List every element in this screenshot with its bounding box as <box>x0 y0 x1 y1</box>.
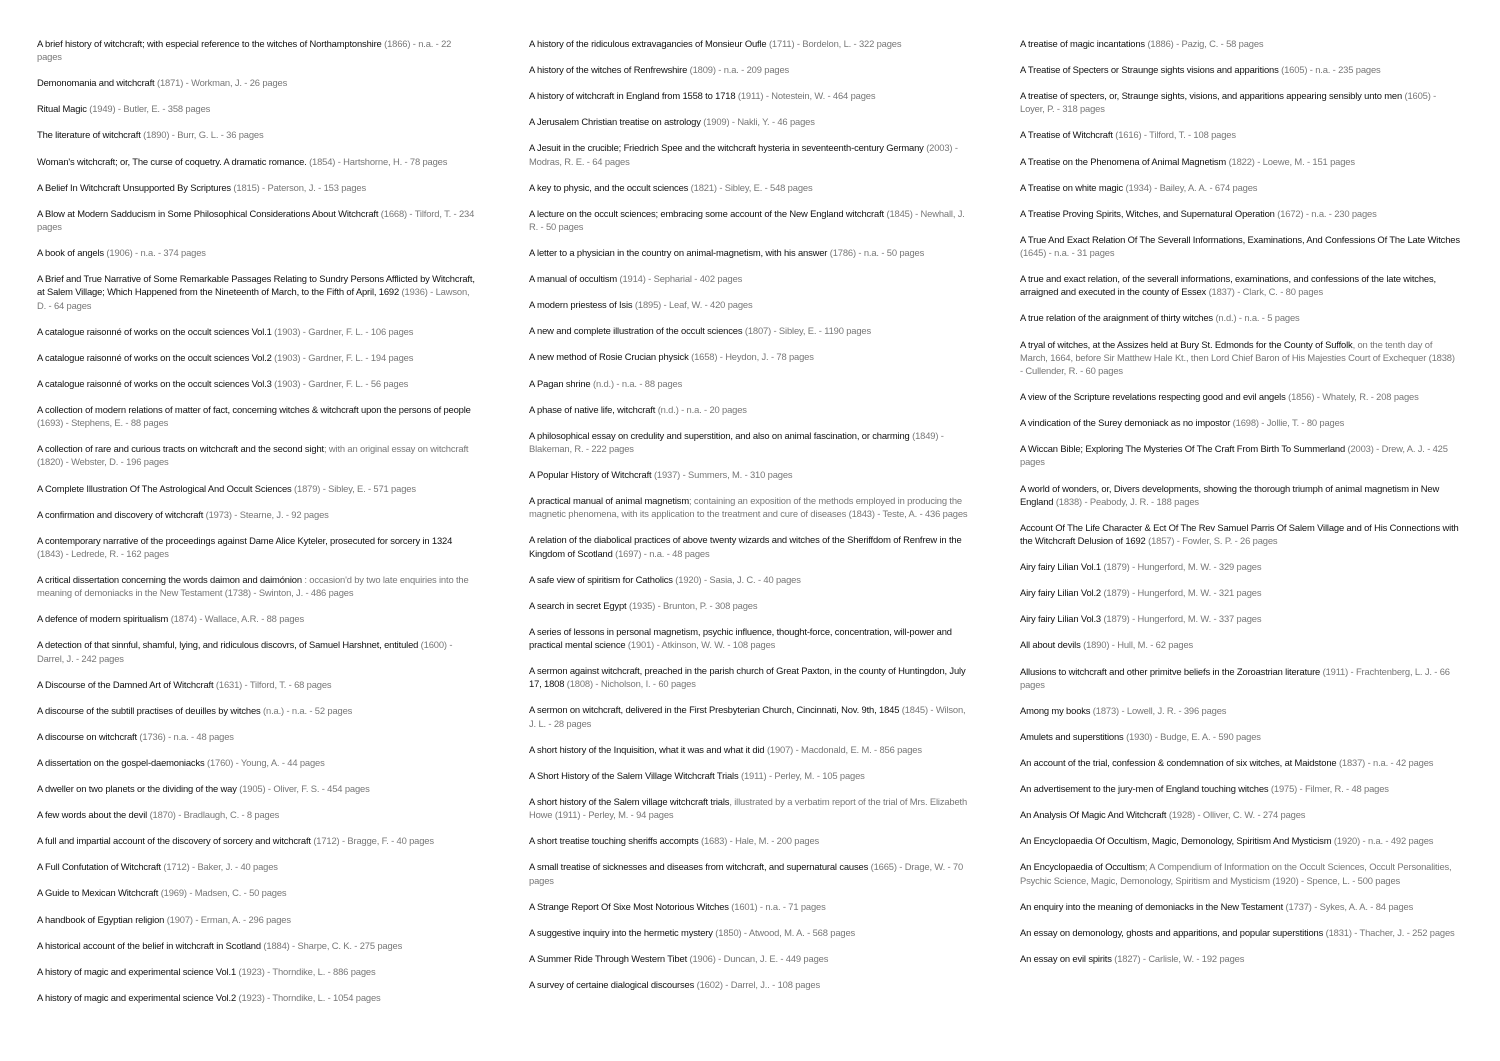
book-entry <box>37 76 477 89</box>
book-details: (1821) - Sibley, E. - 548 pages <box>690 181 813 193</box>
book-title: Ritual Magic <box>37 103 87 115</box>
book-entry <box>1020 860 1460 886</box>
book-title: A Short History of the Salem Village Witchcraft Trials <box>529 769 739 781</box>
book-title: Airy fairy Lilian Vol.2 <box>1020 587 1101 599</box>
book-details: (1693) - Stephens, E. - 88 pages <box>37 417 169 429</box>
book-entry <box>1020 311 1460 324</box>
book-entry <box>37 860 477 873</box>
book-title: A catalogue raisonné of works on the occult sciences Vol.3 <box>37 377 272 389</box>
book-details: (1934) - Bailey, A. A. - 674 pages <box>1125 181 1258 193</box>
book-details: (1936) - Lawson, D. - 64 pages <box>37 286 470 311</box>
book-details: (n.a.) - n.a. - 52 pages <box>263 704 353 716</box>
book-details: (1903) - Gardner, F. L. - 194 pages <box>274 351 414 363</box>
book-title: A manual of occultism <box>529 273 618 285</box>
book-entry <box>1020 808 1460 821</box>
book-details: (1838) - Peabody, J. R. - 188 pages <box>1055 495 1199 507</box>
book-entry <box>529 703 969 729</box>
book-entry <box>529 664 969 690</box>
book-title: Account Of The Life Character & Ect Of The Rev Samuel Parris Of Salem Village and of His Connections with the Witchcraft Delusion of 1692 <box>1020 521 1459 547</box>
book-title: A Complete Illustration Of The Astrological And Occult Sciences <box>37 482 292 494</box>
book-title: A small treatise of sicknesses and diseases from witchcraft, and supernatural causes <box>529 861 869 873</box>
book-details: (1884) - Sharpe, C. K. - 275 pages <box>263 939 403 951</box>
book-title: A discourse on witchcraft <box>37 730 137 742</box>
book-entry <box>1020 834 1460 847</box>
book-title: A Pagan shrine <box>529 377 591 389</box>
book-entry <box>37 155 477 168</box>
book-entry <box>529 900 969 913</box>
book-details: ; A Compendium of Information on the Occult Sciences, Occult Personalities, Psychic Science, Magic, Demonology, Spiritism and Mysticism (1920) - Spence, L. - 500 pages <box>1020 861 1452 886</box>
book-details: (1890) - Hull, M. - 62 pages <box>1083 639 1194 651</box>
book-title: A relation of the diabolical practices of above twenty wizards and witches of the Sheriffdom of Renfrew in the Kingdom of Scotland <box>529 534 962 559</box>
book-title: A confirmation and discovery of witchcraft <box>37 508 204 520</box>
book-entry <box>37 181 477 194</box>
book-title: A history of the witches of Renfrewshire <box>529 64 688 76</box>
book-entry <box>37 939 477 952</box>
book-entry <box>1020 926 1460 939</box>
book-entry <box>37 102 477 115</box>
book-entry <box>1020 89 1460 115</box>
book-title: A Treatise Proving Spirits, Witches, and Supernatural Operation <box>1020 207 1275 219</box>
book-details: (1901) - Atkinson, W. W. - 108 pages <box>627 639 776 651</box>
book-title: A true relation of the araignment of thirty witches <box>1020 312 1213 324</box>
book-title: Woman's witchcraft; or, The curse of coquetry. A dramatic romance. <box>37 155 307 167</box>
book-entry <box>1020 442 1460 468</box>
book-title: A phase of native life, witchcraft <box>529 403 656 415</box>
book-title: A Treatise on the Phenomena of Animal Magnetism <box>1020 155 1227 167</box>
book-details: (1807) - Sibley, E. - 1190 pages <box>744 325 872 337</box>
book-title: A handbook of Egyptian religion <box>37 913 165 925</box>
book-entry <box>529 468 969 481</box>
book-title: A book of angels <box>37 247 104 259</box>
book-details: (1975) - Filmer, R. - 48 pages <box>1270 783 1389 795</box>
book-title: A series of lessons in personal magnetism, psychic influence, thought-force, concentration, will-power and practical mental science <box>529 625 952 651</box>
book-entry <box>37 886 477 899</box>
book-details: (1874) - Wallace, A.R. - 88 pages <box>170 613 304 625</box>
book-title: A Strange Report Of Sixe Most Notorious Witches <box>529 900 729 912</box>
book-details: (1837) - n.a. - 42 pages <box>1338 756 1434 768</box>
book-title: Allusions to witchcraft and other primitve beliefs in the Zoroastrian literature <box>1020 665 1321 677</box>
book-entry <box>37 534 477 560</box>
book-details: (1631) - Tilford, T. - 68 pages <box>215 678 332 690</box>
book-entry <box>529 89 969 102</box>
book-entry <box>37 782 477 795</box>
book-details: (1879) - Hungerford, M. W. - 329 pages <box>1103 561 1262 573</box>
book-details: (1658) - Heydon, J. - 78 pages <box>691 351 814 363</box>
book-title: A short history of the Inquisition, what it was and what it did <box>529 743 765 755</box>
book-details: (1697) - n.a. - 48 pages <box>615 547 710 559</box>
book-title: A sermon against witchcraft, preached in the parish church of Great Paxton, in the county of Huntingdon, July 17, 1808 <box>529 665 966 690</box>
book-title: A modern priestess of Isis <box>529 299 633 311</box>
book-details: (1645) - n.a. - 31 pages <box>1020 247 1115 259</box>
book-title: A search in secret Egypt <box>529 599 627 611</box>
book-entry <box>37 808 477 821</box>
book-title: A Belief In Witchcraft Unsupported By Scriptures <box>37 181 231 193</box>
book-title: A Treatise on white magic <box>1020 181 1124 193</box>
book-details: (1903) - Gardner, F. L. - 56 pages <box>274 377 409 389</box>
book-entry <box>37 573 477 599</box>
book-entry <box>1020 782 1460 795</box>
book-title: Amulets and superstitions <box>1020 730 1124 742</box>
book-entry <box>37 246 477 259</box>
book-title: An account of the trial, confession & condemnation of six witches, at Maidstone <box>1020 756 1337 768</box>
book-entry <box>529 795 969 821</box>
book-details: (1616) - Tilford, T. - 108 pages <box>1115 129 1236 141</box>
book-details: (1849) - Blakeman, R. - 222 pages <box>529 429 944 454</box>
book-entry <box>529 573 969 586</box>
book-title: A catalogue raisonné of works on the occult sciences Vol.1 <box>37 325 272 337</box>
book-title: A catalogue raisonné of works on the occult sciences Vol.2 <box>37 351 272 363</box>
book-title: A historical account of the belief in witchcraft in Scotland <box>37 939 261 951</box>
book-entry <box>1020 638 1460 651</box>
book-title: A Jerusalem Christian treatise on astrology <box>529 116 701 128</box>
book-title: A letter to a physician in the country on animal-magnetism, with his answer <box>529 247 828 259</box>
book-title: A tryal of witches, at the Assizes held at Bury St. Edmonds for the County of Suffolk <box>1020 338 1353 350</box>
book-entry <box>37 325 477 338</box>
book-title: A full and impartial account of the discovery of sorcery and witchcraft <box>37 835 311 847</box>
book-title: A collection of modern relations of matter of fact, concerning witches & witchcraft upon the persons of people <box>37 403 471 415</box>
book-title: A short treatise touching sheriffs accompts <box>529 835 699 847</box>
book-title: Demonomania and witchcraft <box>37 77 155 89</box>
book-details: (1668) - Tilford, T. - 234 pages <box>37 207 475 232</box>
book-title: A history of the ridiculous extravagancies of Monsieur Oufle <box>529 38 767 49</box>
book-details: (1906) - Duncan, J. E. - 449 pages <box>689 952 829 964</box>
book-details: (1822) - Loewe, M. - 151 pages <box>1228 155 1355 167</box>
book-details: : occasion'd by two late enquiries into the meaning of demoniacks in the New Testament (1738) - Swinton, J. - 486 pages <box>37 574 469 599</box>
book-title: A new method of Rosie Crucian physick <box>529 351 689 363</box>
book-title: A survey of certaine dialogical discourses <box>529 978 695 990</box>
book-title: A history of magic and experimental science Vol.1 <box>37 965 237 977</box>
book-entry <box>1020 482 1460 508</box>
book-entry <box>529 769 969 782</box>
book-title: A history of magic and experimental science Vol.2 <box>37 991 237 1003</box>
book-title: A collection of rare and curious tracts on witchcraft and the second sight <box>37 443 324 455</box>
book-details: (1906) - n.a. - 374 pages <box>106 247 206 259</box>
book-title: A Full Confutation of Witchcraft <box>37 861 161 873</box>
book-entry <box>1020 586 1460 599</box>
book-details: (1914) - Sepharial - 402 pages <box>619 273 743 285</box>
book-entry <box>1020 560 1460 573</box>
book-details: (1683) - Hale, M. - 200 pages <box>700 835 820 847</box>
book-title: A view of the Scripture revelations respecting good and evil angels <box>1020 391 1286 403</box>
book-title: A Popular History of Witchcraft <box>529 469 652 481</box>
book-title: A safe view of spiritism for Catholics <box>529 573 673 585</box>
book-details: (1698) - Jollie, T. - 80 pages <box>1232 417 1345 429</box>
book-details: (1886) - Pazig, C. - 58 pages <box>1147 38 1264 49</box>
book-entry <box>1020 233 1460 259</box>
book-title: A dweller on two planets or the dividing of the way <box>37 783 237 795</box>
book-details: (n.d.) - n.a. - 88 pages <box>592 377 683 389</box>
book-entry <box>37 756 477 769</box>
book-entry <box>37 965 477 978</box>
book-entry <box>37 207 477 233</box>
book-title: A treatise of magic incantations <box>1020 38 1145 49</box>
book-details: (1665) - Drage, W. - 70 pages <box>529 861 964 886</box>
book-title: A Treatise of Specters or Straunge sights visions and apparitions <box>1020 64 1279 76</box>
book-entry <box>37 508 477 521</box>
book-entry <box>529 834 969 847</box>
book-details: (1911) - Perley, M. - 105 pages <box>740 769 865 781</box>
book-entry <box>37 834 477 847</box>
book-details: (1937) - Summers, M. - 310 pages <box>653 469 793 481</box>
book-entry <box>1020 181 1460 194</box>
book-details: (1808) - Nicholson, I. - 60 pages <box>566 678 696 690</box>
book-title: A lecture on the occult sciences; embracing some account of the New England witchcraft <box>529 207 884 219</box>
book-details: (1856) - Whately, R. - 208 pages <box>1288 391 1419 403</box>
book-title: An essay on demonology, ghosts and apparitions, and popular superstitions <box>1020 926 1324 938</box>
book-title: A Wiccan Bible; Exploring The Mysteries Of The Craft From Birth To Summerland <box>1020 443 1346 455</box>
book-entry <box>1020 272 1460 298</box>
book-entry <box>529 324 969 337</box>
book-entry <box>529 860 969 886</box>
book-details: (1911) - Frachtenberg, L. J. - 66 pages <box>1020 665 1450 690</box>
book-title: An Encyclopaedia Of Occultism, Magic, Demonology, Spiritism And Mysticism <box>1020 835 1332 847</box>
book-title: A brief history of witchcraft; with especial reference to the witches of Northamptonshire <box>37 38 382 49</box>
book-entry <box>1020 155 1460 168</box>
book-title: A Guide to Mexican Witchcraft <box>37 887 159 899</box>
book-entry <box>529 533 969 559</box>
book-details: (n.d.) - n.a. - 20 pages <box>657 403 747 415</box>
book-entry <box>37 351 477 364</box>
book-title: An Analysis Of Magic And Witchcraft <box>1020 809 1167 821</box>
book-entry <box>37 913 477 926</box>
book-details: (1837) - Clark, C. - 80 pages <box>1208 286 1324 298</box>
book-entry <box>1020 756 1460 769</box>
book-entry <box>529 377 969 390</box>
book-entry <box>529 246 969 259</box>
book-entry <box>529 63 969 76</box>
book-details: (1903) - Gardner, F. L. - 106 pages <box>274 325 414 337</box>
book-title: A history of witchcraft in England from 1558 to 1718 <box>529 90 736 102</box>
book-title: A detection of that sinnful, shamful, lying, and ridiculous discovrs, of Samuel Harshnet, entituled <box>37 639 419 651</box>
book-entry <box>529 115 969 128</box>
book-details: (1907) - Macdonald, E. M. - 856 pages <box>766 743 922 755</box>
book-entry <box>1020 390 1460 403</box>
book-title: A dissertation on the gospel-daemoniacks <box>37 756 205 768</box>
book-details: (1601) - n.a. - 71 pages <box>731 900 826 912</box>
book-title: A Treatise of Witchcraft <box>1020 129 1113 141</box>
book-details: (1907) - Erman, A. - 296 pages <box>166 913 291 925</box>
book-details: (1935) - Brunton, P. - 308 pages <box>628 599 758 611</box>
book-title: An Encyclopaedia of Occultism <box>1020 861 1145 873</box>
column-3 <box>1020 37 1460 978</box>
book-title: A True And Exact Relation Of The Severall Informations, Examinations, And Confessions Of The Late Witches <box>1020 233 1460 245</box>
book-details: ; containing an exposition of the methods employed in producing the magnetic phenomena, with its application to the treatment and cure of diseases (1843) - Teste, A. - 436 pages <box>529 495 968 520</box>
book-title: The literature of witchcraft <box>37 129 141 141</box>
book-title: An essay on evil spirits <box>1020 952 1112 964</box>
book-entry <box>1020 521 1460 547</box>
book-details: (1736) - n.a. - 48 pages <box>139 730 234 742</box>
book-details: (1969) - Madsen, C. - 50 pages <box>160 887 287 899</box>
book-entry <box>1020 730 1460 743</box>
book-details: (1712) - Bragge, F. - 40 pages <box>313 835 434 847</box>
book-details: (1605) - Loyer, P. - 318 pages <box>1020 90 1437 115</box>
book-entry <box>37 403 477 429</box>
book-details: (1873) - Lowell, J. R. - 396 pages <box>1092 704 1227 716</box>
book-title: A vindication of the Surey demoniack as no impostor <box>1020 417 1231 429</box>
book-title: A key to physic, and the occult sciences <box>529 181 689 193</box>
book-entry <box>37 128 477 141</box>
book-title: A Discourse of the Damned Art of Witchcraft <box>37 678 214 690</box>
book-details: (1786) - n.a. - 50 pages <box>829 247 925 259</box>
book-details: (1871) - Workman, J. - 26 pages <box>156 77 288 89</box>
book-details: (1602) - Darrel, J.. - 108 pages <box>696 978 821 990</box>
book-entry <box>529 141 969 167</box>
book-details: (1857) - Fowler, S. P. - 26 pages <box>1148 535 1278 547</box>
book-details: (1923) - Thorndike, L. - 886 pages <box>238 965 376 977</box>
book-entry <box>1020 37 1460 50</box>
book-entry <box>529 181 969 194</box>
book-title: A Summer Ride Through Western Tibet <box>529 952 688 964</box>
book-title: A Blow at Modern Sadducism in Some Philosophical Considerations About Witchcraft <box>37 207 379 219</box>
book-entry <box>529 625 969 651</box>
book-title: A practical manual of animal magnetism <box>529 495 690 507</box>
book-details: (1711) - Bordelon, L. - 322 pages <box>768 38 902 49</box>
book-title: Among my books <box>1020 704 1091 716</box>
book-details: (1911) - Notestein, W. - 464 pages <box>737 90 876 102</box>
book-title: An advertisement to the jury-men of England touching witches <box>1020 783 1269 795</box>
book-entry <box>1020 63 1460 76</box>
book-title: A defence of modern spiritualism <box>37 613 169 625</box>
book-details: (1845) - Newhall, J. R. - 50 pages <box>529 207 965 232</box>
book-details: (1928) - Olliver, C. W. - 274 pages <box>1168 809 1306 821</box>
book-details: (1890) - Burr, G. L. - 36 pages <box>143 129 264 141</box>
book-entry <box>529 37 969 50</box>
book-title: An enquiry into the meaning of demoniacks in the New Testament <box>1020 900 1284 912</box>
book-entry <box>1020 665 1460 691</box>
book-details: (1854) - Hartshorne, H. - 78 pages <box>309 155 448 167</box>
book-details: , illustrated by a verbatim report of the trial of Mrs. Elizabeth Howe (1911) - Perley, M. - 94 pages <box>529 795 968 821</box>
book-details: (1831) - Thacher, J. - 252 pages <box>1325 926 1455 938</box>
book-title: A few words about the devil <box>37 809 148 821</box>
book-details: (1815) - Paterson, J. - 153 pages <box>233 181 367 193</box>
book-details: (1909) - Nakli, Y. - 46 pages <box>703 116 815 128</box>
book-details: (2003) - Drew, A. J. - 425 pages <box>1020 443 1448 468</box>
book-entry <box>37 730 477 743</box>
book-entry <box>1020 704 1460 717</box>
book-title: A treatise of specters, or, Straunge sights, visions, and apparitions appearing sensibly unto men <box>1020 90 1403 102</box>
book-entry <box>529 494 969 520</box>
book-details: (1737) - Sykes, A. A. - 84 pages <box>1285 900 1414 912</box>
book-details: (1923) - Thorndike, L. - 1054 pages <box>238 991 381 1003</box>
book-title: A discourse of the subtill practises of deuilles by witches <box>37 704 261 716</box>
book-details: ; with an original essay on witchcraft (1820) - Webster, D. - 196 pages <box>37 443 469 468</box>
book-details: (1850) - Atwood, M. A. - 568 pages <box>715 926 856 938</box>
book-details: (1905) - Oliver, F. S. - 454 pages <box>239 783 370 795</box>
book-details: (1920) - Sasia, J. C. - 40 pages <box>675 573 801 585</box>
book-details: (1879) - Hungerford, M. W. - 321 pages <box>1103 587 1262 599</box>
book-details: (1920) - n.a. - 492 pages <box>1333 835 1434 847</box>
book-details: (1605) - n.a. - 235 pages <box>1281 64 1381 76</box>
book-entry <box>37 442 477 468</box>
book-details: (2003) - Modras, R. E. - 64 pages <box>529 142 958 167</box>
book-title: A philosophical essay on credulity and superstition, and also on animal fascination, or charming <box>529 429 910 441</box>
book-entry <box>37 704 477 717</box>
book-details: (1866) - n.a. - 22 pages <box>37 38 452 63</box>
book-entry <box>1020 416 1460 429</box>
book-details: (1760) - Young, A. - 44 pages <box>207 756 325 768</box>
book-details: (1930) - Budge, E. A. - 590 pages <box>1126 730 1261 742</box>
book-title: Airy fairy Lilian Vol.3 <box>1020 613 1101 625</box>
book-entry <box>1020 207 1460 220</box>
book-details: (1712) - Baker, J. - 40 pages <box>163 861 278 873</box>
book-title: A sermon on witchcraft, delivered in the First Presbyterian Church, Cincinnati, Nov. 9th, 1845 <box>529 704 900 716</box>
book-details: (1973) - Stearne, J. - 92 pages <box>205 508 329 520</box>
book-title: A Jesuit in the crucible; Friedrich Spee and the witchcraft hysteria in seventeenth-century Germany <box>529 142 924 154</box>
book-title: A true and exact relation, of the severall informations, examinations, and confessions of the late witches, arraigned and executed in the county of Essex <box>1020 273 1436 298</box>
book-title: A critical dissertation concerning the words daimon and daimónion <box>37 574 302 586</box>
book-title: A world of wonders, or, Divers developments, showing the thorough triumph of animal magnetism in New England <box>1020 482 1440 507</box>
book-entry <box>529 272 969 285</box>
book-entry <box>529 743 969 756</box>
book-entry <box>37 272 477 312</box>
book-title: Airy fairy Lilian Vol.1 <box>1020 561 1101 573</box>
book-entry <box>529 429 969 455</box>
book-details: , on the tenth day of March, 1664, before Sir Matthew Hale Kt., then Lord Chief Baron of His Majesties Court of Exchequer (1838) - Cullender, R. - 60 pages <box>1020 338 1455 376</box>
book-entry <box>529 403 969 416</box>
book-entry <box>1020 952 1460 965</box>
book-entry <box>37 612 477 625</box>
book-details: (1870) - Bradlaugh, C. - 8 pages <box>149 809 280 821</box>
book-entry <box>37 37 477 63</box>
book-details: (1672) - n.a. - 230 pages <box>1277 207 1377 219</box>
book-details: (1600) - Darrel, J. - 242 pages <box>37 639 453 664</box>
book-entry <box>37 377 477 390</box>
book-entry <box>37 991 477 1004</box>
book-title: A Brief and True Narrative of Some Remarkable Passages Relating to Sundry Persons Afflicted by Witchcraft, at Salem Village; Which Happened from the Nineteenth of March, to the Fifth of April, 1692 <box>37 273 475 298</box>
book-entry <box>37 638 477 664</box>
book-details: (1879) - Sibley, E. - 571 pages <box>294 482 416 494</box>
book-entry <box>529 350 969 363</box>
book-entry <box>529 978 969 991</box>
book-title: A contemporary narrative of the proceedings against Dame Alice Kyteler, prosecuted for sorcery in 1324 <box>37 534 453 546</box>
book-details: (1879) - Hungerford, M. W. - 337 pages <box>1103 613 1262 625</box>
book-title: A short history of the Salem village witchcraft trials <box>529 795 730 807</box>
book-entry <box>1020 128 1460 141</box>
book-details: (1845) - Wilson, J. L. - 28 pages <box>529 704 966 729</box>
book-entry <box>1020 900 1460 913</box>
book-details: (1827) - Carlisle, W. - 192 pages <box>1114 952 1245 964</box>
column-1 <box>37 37 477 1017</box>
book-entry <box>37 678 477 691</box>
book-title: A new and complete illustration of the occult sciences <box>529 325 743 337</box>
book-entry <box>37 482 477 495</box>
book-details: (1895) - Leaf, W. - 420 pages <box>634 299 753 311</box>
book-entry <box>529 207 969 233</box>
book-title: All about devils <box>1020 639 1081 651</box>
book-entry <box>529 599 969 612</box>
column-2 <box>529 37 969 1004</box>
book-entry <box>529 952 969 965</box>
book-entry <box>529 298 969 311</box>
book-details: (n.d.) - n.a. - 5 pages <box>1215 312 1300 324</box>
book-entry <box>1020 612 1460 625</box>
book-title: A suggestive inquiry into the hermetic mystery <box>529 926 713 938</box>
book-entry <box>529 926 969 939</box>
book-details: (1809) - n.a. - 209 pages <box>689 64 790 76</box>
book-details: (1949) - Butler, E. - 358 pages <box>89 103 211 115</box>
book-details: (1843) - Ledrede, R. - 162 pages <box>37 547 169 559</box>
book-entry <box>1020 338 1460 378</box>
